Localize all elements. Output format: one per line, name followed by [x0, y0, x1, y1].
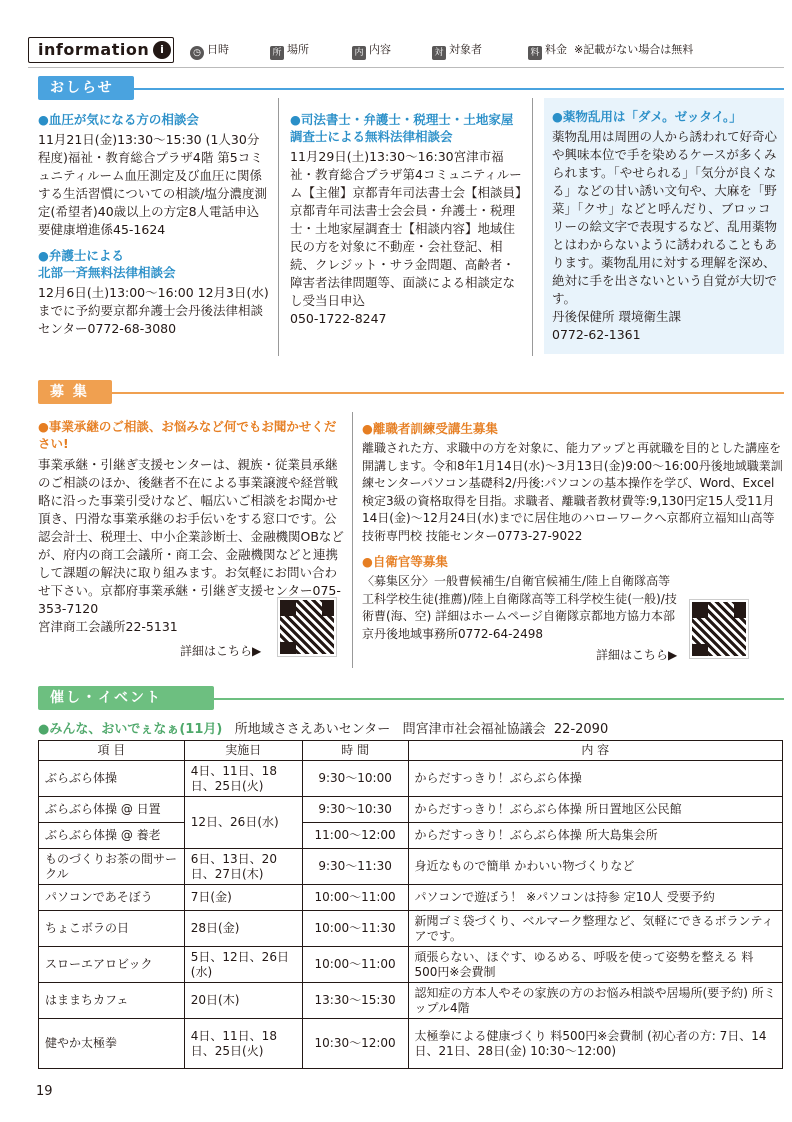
text-legal-consult: 11月29日(土)13:30～16:30宮津市福祉・教育総合プラザ第4コミュニティルーム【主催】京都青年司法書士会【相談員】京都青年司法書士会会員・弁護士・税理士・土地家屋調査士【相談内容】地域住民の方を対象に不動産・会社登記、相続、クレジット・サラ金問題、高齢者・障害者法律問題等、面談による相談定なし受当日申込 [290, 149, 522, 308]
table-cell: 10:00～11:00 [302, 947, 408, 983]
table-cell: 10:00～11:30 [302, 911, 408, 947]
events-table [38, 740, 783, 1069]
section-boshu-title: 募 集 [38, 380, 112, 404]
heading-blood-pressure: ●血圧が気になる方の相談会 [38, 112, 199, 127]
table-cell: 11:00～12:00 [302, 823, 408, 849]
target-icon: 対 [432, 46, 446, 60]
more-link-right[interactable]: 詳細はこちら▶ [596, 648, 678, 662]
text-sdf-recruit: 〈募集区分〉一般曹候補生/自衛官候補生/陸上自衛隊高等工科学校生徒(推薦)/陸上自衛隊高等工科学校生徒(一般)/技術曹(海、空) 詳細はホームページ自衛隊京都地方協力本部 京丹後地域事務所0772-64-2498 [362, 574, 677, 641]
legend-place: 所 場所 [270, 41, 309, 60]
info-icon: i [153, 41, 171, 59]
table-row [39, 947, 783, 983]
table-cell: 健やか太極拳 [39, 1019, 185, 1069]
place-icon: 所 [270, 46, 284, 60]
qr-code[interactable] [278, 598, 336, 656]
table-cell: 認知症の方本人やその家族の方のお悩み相談や居場所(要予約) 所ミップル4階 [408, 983, 782, 1019]
table-cell: ぶらぶら体操 @ 日置 [39, 797, 185, 823]
heading-drug-abuse: ●薬物乱用は「ダメ。ゼッタイ。」 [552, 109, 742, 124]
table-cell: 10:30～12:00 [302, 1019, 408, 1069]
events-subtitle-row [38, 718, 608, 737]
table-cell: 9:30～10:00 [302, 761, 408, 797]
table-header-cell: 項 目 [39, 741, 185, 761]
divider [352, 412, 353, 668]
events-subtitle: ●みんな、おいでぇなぁ(11月) [38, 722, 223, 737]
divider [532, 98, 533, 356]
section-events-title: 催し・イベント [38, 686, 214, 710]
qr-code[interactable] [690, 600, 748, 658]
table-cell: 20日(木) [184, 983, 302, 1019]
table-cell: ぶらぶら体操 [39, 761, 185, 797]
table-row [39, 823, 783, 849]
section-boshu-rule [38, 392, 784, 394]
section-oshirase-rule [38, 88, 784, 90]
table-row [39, 761, 783, 797]
legend-fee: 料 料金 ※記載がない場合は無料 [528, 41, 693, 60]
table-cell: 7日(金) [184, 885, 302, 911]
section-oshirase-title: おしらせ [38, 76, 134, 100]
text-business-succession: 事業承継・引継ぎ支援センターは、親族・従業員承継のご相談のほか、後継者不在による事業譲渡や経営戦略に沿った事業引受けなど、幅広いご相談をお聞かせ頂き、円滑な事業承継のお手伝いをする窓口です。公認会計士、税理士、中小企業診断士、金融機関OBなどが、府内の商工会議所・商工会、金融機関などと連携して課題の解決に取り組みます。お気軽にお問い合わせ下さい。京都府事業承継・引継ぎ支援センター075-353-7120 [38, 457, 344, 616]
header-title: information [38, 40, 150, 59]
table-row [39, 885, 783, 911]
table-cell: 4日、11日、18日、25日(火) [184, 761, 302, 797]
header-divider [28, 67, 784, 68]
table-cell: 13:30～15:30 [302, 983, 408, 1019]
table-cell: 10:00～11:00 [302, 885, 408, 911]
table-header-cell: 実施日 [184, 741, 302, 761]
legal-consult-tel: 050-1722-8247 [290, 311, 387, 326]
more-link-left[interactable]: 詳細はこちら▶ [180, 644, 262, 658]
legend-content: 内 内容 [352, 41, 391, 60]
table-cell: からだすっきり！ぶらぶら体操 所大島集会所 [408, 823, 782, 849]
table-row [39, 849, 783, 885]
table-row [39, 797, 783, 823]
heading-lawyer-b: 北部一斉無料法律相談会 [38, 265, 176, 280]
table-cell: ちょこボラの日 [39, 911, 185, 947]
events-organizer: 問宮津市社会福祉協議会 [402, 722, 546, 737]
text-job-training: 離職された方、求職中の方を対象に、能力アップと再就職を目的とした講座を開講します。令和8年1月14日(水)～3月13日(金)9:00～16:00丹後地域職業訓練センターパソコン基礎科2/丹後:パソコンの基本操作を学び、Word、Excel検定3級の資格取得を目指。求職者、離職者教材費等:9,130円定15人受11月14日(金)～12月24日(水)までに居住地のハローワークへ京都府立福知山高等技術専門校 技能センター0773-27-9022 [362, 441, 783, 543]
legend-target: 対 対象者 [432, 41, 482, 60]
clock-icon: ◷ [190, 46, 204, 60]
table-cell: 頑張らない、ほぐす、ゆるめる、呼吸を使って姿勢を整える 料500円※会費制 [408, 947, 782, 983]
table-cell: 12日、26日(水) [184, 797, 302, 849]
heading-job-training: ●離職者訓練受講生募集 [362, 421, 498, 436]
table-cell: からだすっきり！ぶらぶら体操 [408, 761, 782, 797]
table-cell: スローエアロビック [39, 947, 185, 983]
text-blood-pressure: 11月21日(金)13:30～15:30 (1人30分程度)福祉・教育総合プラザ4階 第5コミュニティルーム血圧測定及び血圧に関係する生活習慣についての相談/塩分濃度測定(希望者)40歳以上の方定8人電話申込要健康増進係45-1624 [38, 132, 267, 237]
table-cell: 28日(金) [184, 911, 302, 947]
table-cell: 4日、11日、18日、25日(火) [184, 1019, 302, 1069]
table-cell: ものづくりお茶の間サークル [39, 849, 185, 885]
divider [278, 98, 279, 356]
heading-sdf-recruit: ●自衛官等募集 [362, 554, 448, 569]
table-cell: からだすっきり！ぶらぶら体操 所日置地区公民館 [408, 797, 782, 823]
fee-icon: 料 [528, 46, 542, 60]
table-header-row [39, 741, 783, 761]
text-drug-abuse: 薬物乱用は周囲の人から誘われて好奇心や興味本位で手を染めるケースが多くみられます。「やせられる」「気分が良くなる」などの甘い誘い文句や、大麻を「野菜」「クサ」などと呼んだり、ブロッコリーの絵文字で表現するなど、乱用薬物とはわからないように誘われることもあります。薬物乱用に対する理解を深め、絶対に手を出さないという自覚が大切です。 [552, 129, 778, 306]
content-icon: 内 [352, 46, 366, 60]
table-row [39, 911, 783, 947]
table-row [39, 983, 783, 1019]
table-cell: 新聞ゴミ袋づくり、ベルマーク整理など、気軽にできるボランティアです。 [408, 911, 782, 947]
table-cell: 太極拳による健康づくり 料500円※会費制 (初心者の方: 7日、14日、21日、28日(金) 10:30～12:00) [408, 1019, 782, 1069]
table-cell: はままちカフェ [39, 983, 185, 1019]
oshirase-col1 [38, 111, 270, 338]
page-number: 19 [36, 1084, 53, 1099]
table-cell: 9:30～10:30 [302, 797, 408, 823]
table-cell: 身近なもので簡単 かわいい物づくりなど [408, 849, 782, 885]
oshirase-col2 [290, 111, 522, 328]
table-cell: パソコンで遊ぼう！ ※パソコンは持参 定10人 受要予約 [408, 885, 782, 911]
text-miyazu-chamber: 宮津商工会議所22-5131 [38, 619, 178, 634]
table-cell: 6日、13日、20日、27日(木) [184, 849, 302, 885]
table-cell: パソコンであそぼう [39, 885, 185, 911]
heading-lawyer-a: ●弁護士による [38, 248, 124, 263]
heading-business-succession: ●事業承継のご相談、お悩みなど何でもお聞かせください! [38, 419, 337, 451]
text-lawyer: 12月6日(土)13:00～16:00 12月3日(水)までに予約要京都弁護士会丹後法律相談センター0772-68-3080 [38, 285, 269, 336]
table-cell: ぶらぶら体操 @ 養老 [39, 823, 185, 849]
legend-time: ◷ 日時 [190, 41, 229, 60]
table-cell: 9:30～11:30 [302, 849, 408, 885]
events-tel: 22-2090 [553, 722, 609, 737]
table-row [39, 1019, 783, 1069]
heading-legal-consult: ●司法書士・弁護士・税理士・土地家屋調査士による無料法律相談会 [290, 112, 514, 144]
drug-abuse-tel: 0772-62-1361 [552, 327, 641, 342]
events-place: 所地域ささえあいセンター [234, 722, 391, 737]
oshirase-col3 [552, 108, 780, 344]
drug-abuse-contact: 丹後保健所 環境衛生課 [552, 309, 681, 324]
table-cell: 5日、12日、26日(水) [184, 947, 302, 983]
table-header-cell: 時 間 [302, 741, 408, 761]
table-header-cell: 内 容 [408, 741, 782, 761]
